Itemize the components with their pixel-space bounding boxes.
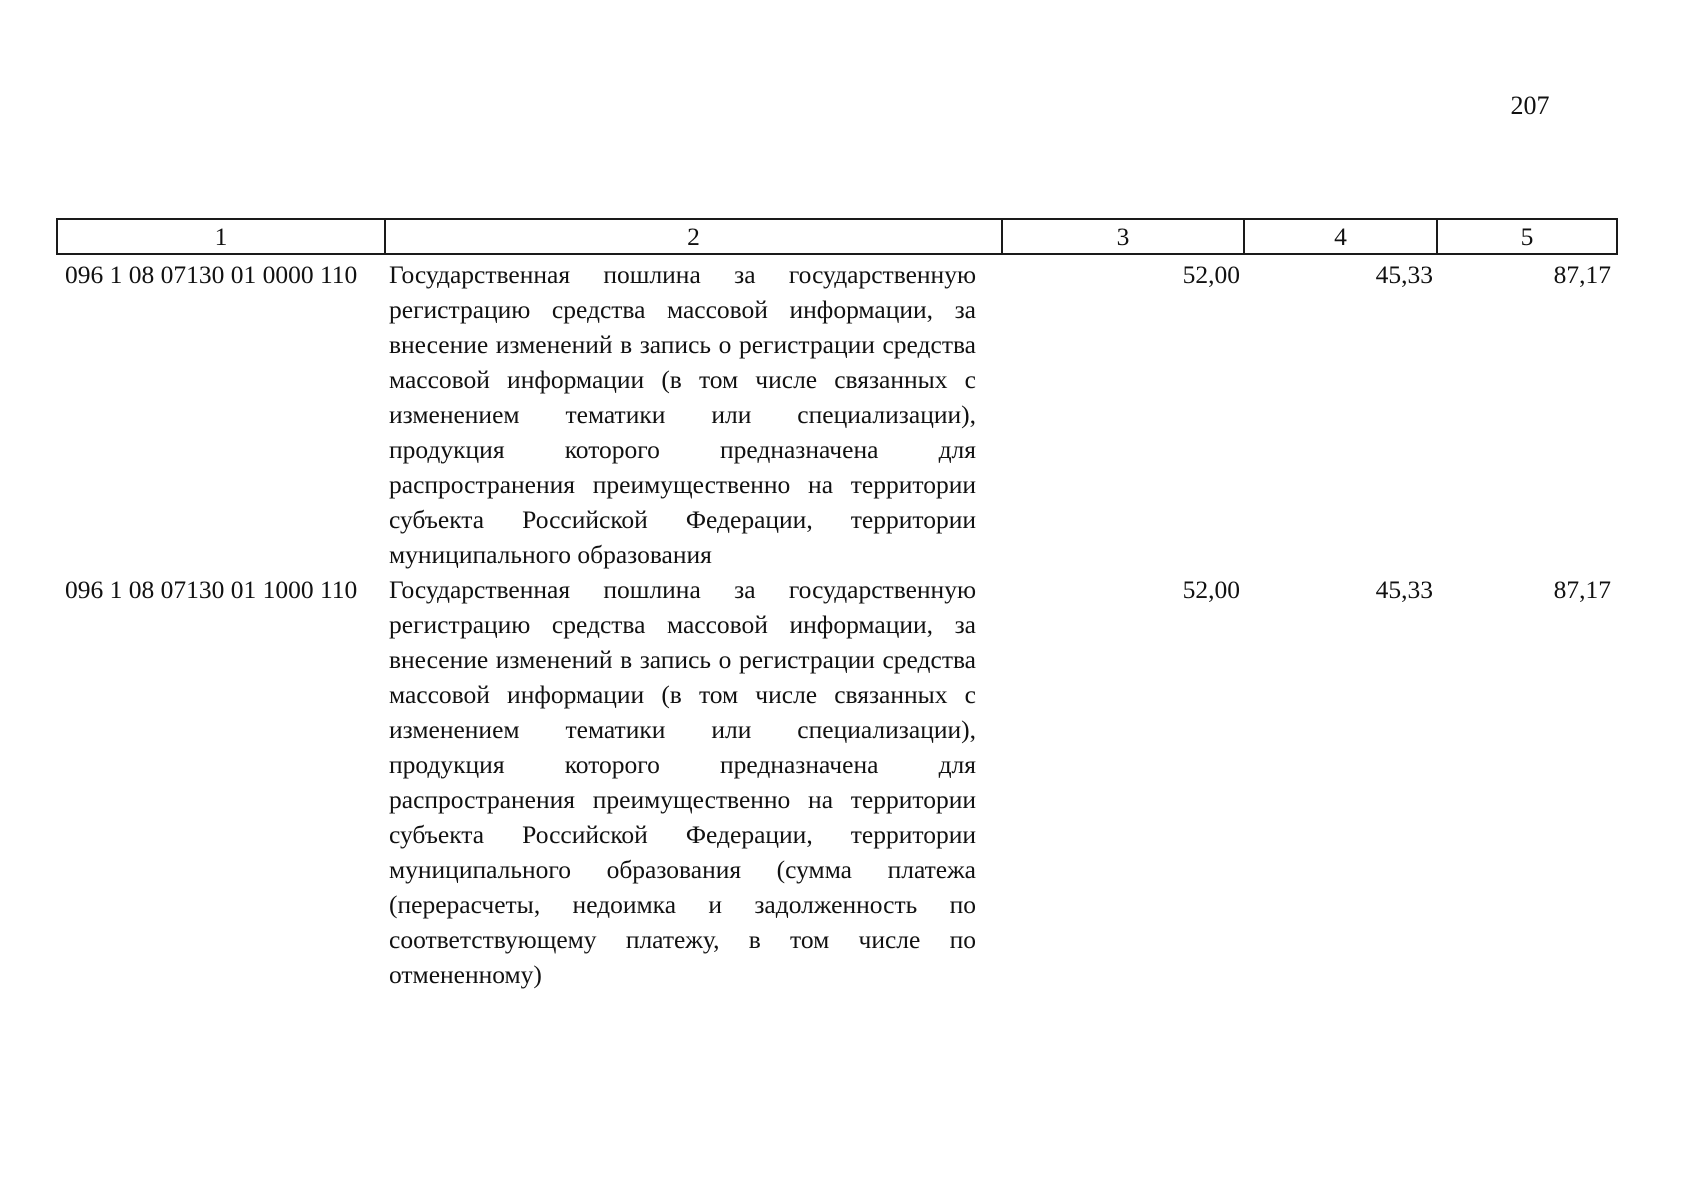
value-col-4: 45,33 xyxy=(1375,575,1433,604)
table-row xyxy=(57,254,1617,572)
budget-code: 096 1 08 07130 01 1000 110 xyxy=(65,575,358,604)
value-col-3: 52,00 xyxy=(1182,260,1240,289)
header-col-1: 1 xyxy=(57,219,385,254)
revenue-table xyxy=(56,218,1618,992)
value-col-3: 52,00 xyxy=(1182,575,1240,604)
header-col-5: 5 xyxy=(1437,219,1617,254)
income-description: Государственная пошлина за государственную регистрацию средства массовой информации, за внесение изменений в запись о регистрации средства массовой информации (в том числе связанных с изменением тематики или специализации), продукция которого предназначена для распространения преимущественно на территории субъекта Российской Федерации, территории муниципального образования (сумма платежа (перерасчеты, недоимка и задолженность по соответствующему платежу, в том числе по отмененному) xyxy=(389,575,976,989)
value-col-5: 87,17 xyxy=(1553,260,1611,289)
value-col-4: 45,33 xyxy=(1375,260,1433,289)
table-row xyxy=(57,572,1617,992)
table-header xyxy=(57,219,1617,254)
value-col-5: 87,17 xyxy=(1553,575,1611,604)
page-number: 207 xyxy=(1510,91,1550,120)
header-col-3: 3 xyxy=(1002,219,1244,254)
header-col-4: 4 xyxy=(1244,219,1437,254)
budget-code: 096 1 08 07130 01 0000 110 xyxy=(65,260,358,289)
table-body xyxy=(57,254,1617,992)
income-description: Государственная пошлина за государственную регистрацию средства массовой информации, за внесение изменений в запись о регистрации средства массовой информации (в том числе связанных с изменением тематики или специализации), продукция которого предназначена для распространения преимущественно на территории субъекта Российской Федерации, территории муниципального образования xyxy=(389,260,976,569)
header-col-2: 2 xyxy=(385,219,1002,254)
header-row xyxy=(57,219,1617,254)
